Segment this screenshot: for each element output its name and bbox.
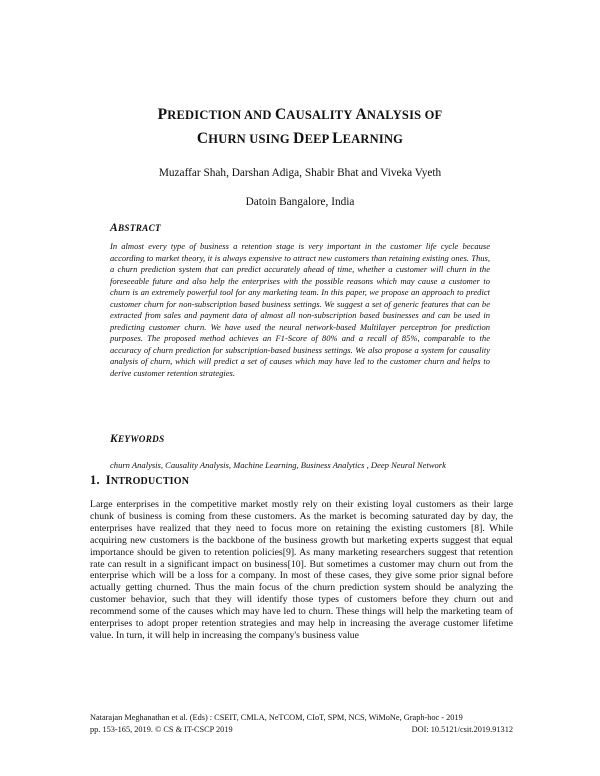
footer-doi: DOI: 10.5121/csit.2019.91312 (411, 725, 513, 734)
footer-pages: pp. 153-165, 2019. © CS & IT-CSCP 2019 (90, 725, 233, 734)
keywords-heading: KEYWORDS (110, 433, 165, 445)
footer-proceedings: Natarajan Meghanathan et al. (Eds) : CSEIT, CMLA, NeTCOM, CIoT, SPM, NCS, WiMoNe, Graph-hoc - 2019 (90, 713, 463, 722)
title-line-1: PREDICTION AND CAUSALITY ANALYSIS OF (157, 106, 443, 123)
introduction-text: Large enterprises in the competitive market mostly rely on their existing loyal customers as their large chunk of business is coming from these customers. As the market is becoming saturated day by day, the enterprises have realized that they need to focus more on retaining the existing customers [8]. While acquiring new customers is the backbone of the business growth but marketing experts suggest that equal importance should be given to retention policies[9]. As many marketing researchers suggest that retention rate can result in a significant impact on business[10]. But sometimes a customer may churn out from the enterprise which will be a loss for a company. In most of these cases, they give some prior signal before actually getting churned. Thus the main focus of the churn prediction system should be analyzing the customer behavior, such that they will identify those types of customers before they churn out and recommend some of the causes which may have led to churn. These things will help the marketing team of enterprises to adopt proper retention strategies and may help in increasing the average customer lifetime value. In turn, it will help in increasing the company's business value (90, 499, 513, 641)
page-footer (90, 712, 513, 736)
footer-citation-row (90, 724, 513, 736)
abstract-text: In almost every type of business a retention stage is very important in the customer life cycle because according to market theory, it is always expensive to attract new customers than retaining existing ones. Thus, a churn prediction system that can predict accurately ahead of time, whether a customer will churn in the foreseeable future and also help the enterprises with the possible reasons which may cause a customer to churn is an extremely powerful tool for any marketing team. In this paper, we propose an approach to predict customer churn for non-subscription based business settings. We suggest a set of generic features that can be extracted from sales and payment data of almost all non-subscription based businesses and can be used in predicting customer churn. We have used the neural network-based Multilayer perceptron for prediction purposes. The proposed method achieves an F1-Score of 80% and a recall of 85%, comparable to the accuracy of churn prediction for subscription-based business settings. We also propose a system for causality analysis of churn, which will predict a set of causes which may have led to the customer churn and helps to derive customer retention strategies. (110, 241, 490, 379)
paper-title (90, 103, 510, 151)
introduction-heading: 1. INTRODUCTION (90, 473, 190, 487)
keywords-text: churn Analysis, Causality Analysis, Machine Learning, Business Analytics , Deep Neural Network (110, 460, 446, 470)
abstract-heading: ABSTRACT (110, 222, 161, 234)
affiliation: Datoin Bangalore, India (245, 196, 355, 208)
title-line-2: CHURN USING DEEP LEARNING (196, 130, 404, 147)
author-list: Muzaffar Shah, Darshan Adiga, Shabir Bhat and Viveka Vyeth (158, 167, 442, 179)
